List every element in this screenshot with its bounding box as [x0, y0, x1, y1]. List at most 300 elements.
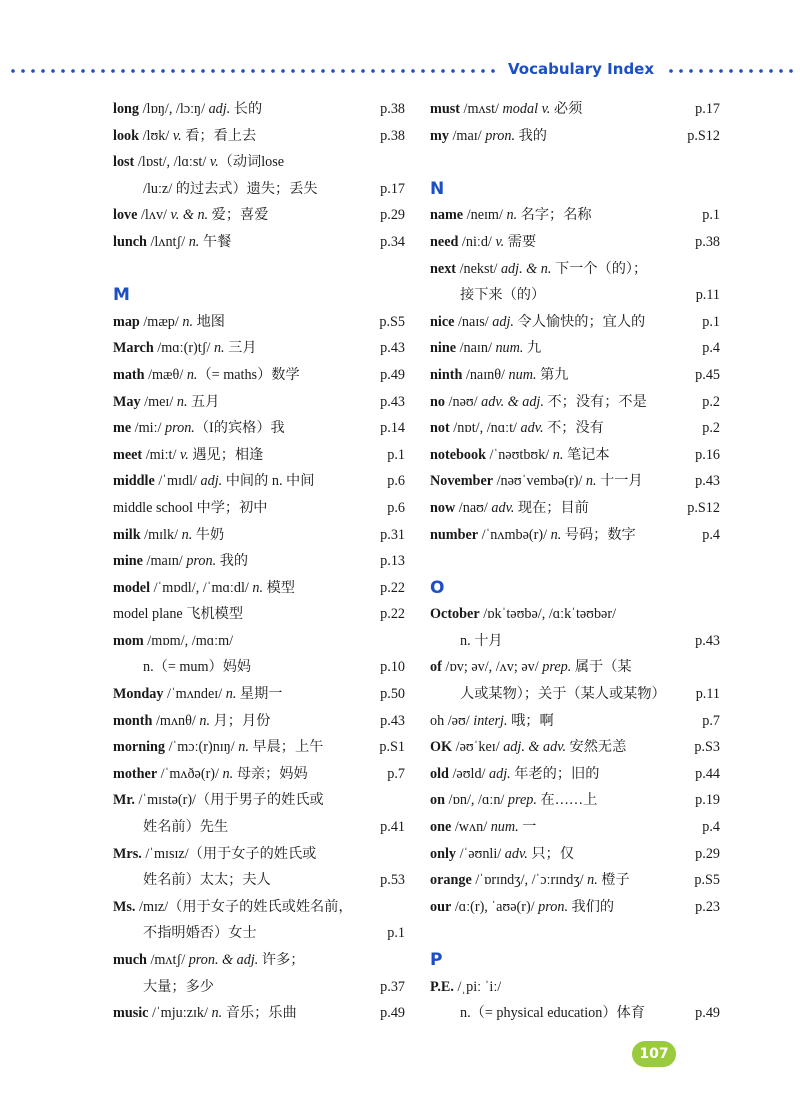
continuation-text: n.（= physical education）体育: [460, 1005, 645, 1022]
entry-line: [113, 761, 405, 788]
continuation-text: 姓名前）先生: [143, 819, 229, 836]
entry-continuation: [113, 814, 405, 841]
pronunciation: /nəʊ/: [444, 393, 482, 410]
entry-line: [113, 522, 405, 549]
continuation-text: 人或某物）；关于（某人或某物）: [460, 686, 666, 703]
pronunciation: /ˈmɔː(r)nɪŋ/: [165, 739, 239, 756]
part-of-speech: pron.: [186, 553, 217, 570]
part-of-speech: n.: [225, 686, 237, 703]
pronunciation: /naɪn/: [456, 340, 496, 357]
pronunciation: /ˈmɪsɪz/（用于女子的姓氏或: [141, 845, 317, 862]
headword: only: [430, 845, 457, 862]
pronunciation: /maɪn/: [142, 553, 187, 570]
definition: 下一个（的）；: [551, 260, 648, 277]
headword: mother: [113, 765, 158, 782]
right-column: [430, 96, 720, 1027]
vocab-entry: [113, 841, 405, 894]
headword: love: [113, 207, 138, 224]
dotted-rule-right: [666, 69, 794, 73]
page-ref: p.4: [702, 340, 720, 357]
page-ref: p.14: [380, 420, 405, 437]
definition: 安然无恙: [566, 739, 627, 756]
pronunciation: /mɪz/（用于女子的姓氏或姓名前，: [135, 898, 353, 915]
definition: 午餐: [199, 233, 232, 250]
headword: need: [430, 233, 459, 250]
page-ref: p.4: [702, 526, 720, 543]
vocab-entry: [430, 495, 720, 522]
page-ref: p.1: [702, 313, 720, 330]
definition: 早晨；上午: [248, 739, 324, 756]
page-ref: p.7: [702, 712, 720, 729]
entry-line: [430, 787, 720, 814]
entry-line: [113, 149, 405, 176]
page-ref: p.43: [695, 473, 720, 490]
part-of-speech: n.: [222, 765, 234, 782]
pronunciation: /meɪ/: [140, 393, 177, 410]
vocab-entry: [430, 841, 720, 868]
page-ref: p.22: [380, 606, 405, 623]
part-of-speech: interj.: [473, 712, 508, 729]
part-of-speech: n.: [550, 526, 562, 543]
entry-line: [430, 974, 720, 1001]
definition: 第九: [536, 366, 569, 383]
pronunciation: /ɒv; əv/, /ʌv; əv/: [441, 659, 543, 676]
dotted-rule-left: [8, 69, 500, 73]
vocab-entry: [113, 761, 405, 788]
vocab-entry: [430, 867, 720, 894]
vocab-entry: [113, 362, 405, 389]
part-of-speech: adv. & adj.: [481, 393, 544, 410]
part-of-speech: adj. & n.: [500, 260, 552, 277]
definition: 笔记本: [563, 446, 610, 463]
definition: 牛奶: [192, 526, 225, 543]
entry-line: [113, 389, 405, 416]
headword: Mrs.: [113, 845, 142, 862]
headword: November: [430, 473, 494, 490]
page-ref: p.43: [695, 632, 720, 649]
definition: 模型: [263, 579, 295, 596]
pronunciation: /ˈəʊnli/: [456, 845, 505, 862]
pronunciation: /ɒkˈtəʊbə/, /ɑːkˈtəʊbər/: [479, 606, 617, 623]
definition: 长的: [230, 101, 263, 117]
page-ref: p.23: [695, 898, 720, 915]
headword: morning: [113, 739, 166, 756]
headword: map: [113, 313, 140, 330]
entry-line: [113, 96, 405, 123]
page-ref: p.2: [702, 420, 720, 437]
vocab-entry: [113, 96, 405, 123]
entry-line: [113, 202, 405, 229]
vocab-entry: [430, 522, 720, 549]
vocab-entry: [113, 229, 405, 256]
page-ref: p.34: [380, 233, 405, 250]
part-of-speech: adj.: [492, 313, 514, 330]
pronunciation: /naɪnθ/: [462, 366, 509, 383]
entry-line: [113, 708, 405, 735]
page-ref: p.6: [387, 499, 405, 516]
vocab-entry: [113, 947, 405, 1000]
pronunciation: /ɑː(r), ˈaʊə(r)/: [451, 898, 539, 915]
part-of-speech: num.: [495, 340, 524, 357]
headword: old: [430, 765, 449, 782]
part-of-speech: v.: [209, 154, 219, 171]
entry-line: [113, 442, 405, 469]
headword: music: [113, 1005, 149, 1022]
continuation-text: 不指明婚否）女士: [143, 925, 257, 942]
headword: Mr.: [113, 792, 135, 809]
page-ref: p.7: [387, 765, 405, 782]
part-of-speech: n.: [199, 712, 211, 729]
definition: 令人愉快的；宜人的: [513, 313, 646, 330]
pronunciation: /neɪm/: [463, 207, 507, 224]
headword: math: [113, 366, 145, 383]
part-of-speech: pron.: [538, 898, 568, 915]
definition: 星期一: [236, 686, 283, 703]
entry-line: [430, 708, 720, 735]
headword: lost: [113, 154, 135, 171]
part-of-speech: n.: [211, 1005, 223, 1022]
definition: 不；没有；不是: [543, 393, 647, 410]
headword: mom: [113, 632, 144, 649]
page-ref: p.49: [380, 366, 405, 383]
entry-line: [430, 309, 720, 336]
pronunciation: /əʊˈkeɪ/: [452, 739, 504, 756]
page-ref: p.S1: [379, 739, 405, 756]
definition: 中间的 n. 中间: [222, 473, 315, 490]
continuation-text: n.（= mum）妈妈: [143, 659, 252, 676]
vocab-entry: [430, 708, 720, 735]
vocab-entry: [113, 734, 405, 761]
headword: month: [113, 712, 153, 729]
part-of-speech: prep.: [542, 659, 572, 676]
part-of-speech: num.: [508, 366, 537, 383]
page-ref: p.43: [380, 712, 405, 729]
headword: lunch: [113, 233, 147, 250]
part-of-speech: v.: [172, 127, 182, 144]
headword: look: [113, 127, 140, 144]
vocab-entry: [430, 787, 720, 814]
entry-line: [113, 548, 405, 575]
headword: nice: [430, 313, 455, 330]
definition: 不；没有: [543, 420, 604, 437]
entry-line: [430, 894, 720, 921]
headword: much: [113, 952, 147, 968]
page-ref: p.1: [702, 207, 720, 224]
part-of-speech: n.: [585, 473, 597, 490]
part-of-speech: adv.: [491, 499, 515, 516]
page-ref: p.13: [380, 553, 405, 570]
entry-line: [430, 229, 720, 256]
entry-line: [113, 575, 405, 602]
definition: （动词lose: [218, 154, 285, 171]
definition: 号码；数字: [561, 526, 636, 543]
section-letter: O: [430, 577, 445, 598]
definition: 地图: [193, 313, 225, 330]
pronunciation: /mæp/: [139, 313, 183, 330]
page-ref: p.11: [695, 686, 720, 703]
page-ref: p.38: [380, 101, 405, 117]
entry-line: [430, 734, 720, 761]
vocab-entry: [113, 708, 405, 735]
pronunciation: /miːt/: [142, 446, 180, 463]
vocab-entry: [430, 894, 720, 921]
headword: me: [113, 420, 132, 437]
vocab-entry: [113, 309, 405, 336]
vocab-entry: [430, 309, 720, 336]
page-ref: p.1: [387, 446, 405, 463]
entry-line: [113, 734, 405, 761]
entry-line: [430, 761, 720, 788]
headword: May: [113, 393, 141, 410]
definition: 现在；目前: [514, 499, 589, 516]
pronunciation: /miː/: [131, 420, 166, 437]
header-title: Vocabulary Index: [508, 60, 655, 78]
vocab-entry: [113, 681, 405, 708]
pronunciation: /mʌnθ/: [152, 712, 200, 729]
vocab-entry: [113, 123, 405, 150]
vocab-entry: [113, 389, 405, 416]
headword: notebook: [430, 446, 486, 463]
entry-line: [430, 654, 720, 681]
page-ref: p.29: [380, 207, 405, 224]
vocab-entry: [430, 761, 720, 788]
section-letter: M: [113, 285, 130, 306]
entry-line: [113, 495, 405, 522]
entry-continuation: [430, 1000, 720, 1027]
entry-line: [113, 628, 405, 655]
definition: 三月: [224, 340, 257, 357]
headword: long: [113, 101, 140, 117]
definition: 看；看上去: [181, 127, 257, 144]
definition: 我的: [216, 553, 249, 570]
headword: meet: [113, 446, 143, 463]
entry-line: [113, 1000, 405, 1027]
headword: March: [113, 340, 154, 357]
entry-line: [430, 601, 720, 628]
headword: orange: [430, 872, 472, 889]
part-of-speech: pron.: [165, 420, 195, 437]
definition: 十一月: [596, 473, 643, 490]
vocab-entry: [430, 654, 720, 707]
section-letter: N: [430, 178, 445, 199]
pronunciation: /ˈmjuːzɪk/: [148, 1005, 212, 1022]
vocab-entry: [113, 548, 405, 575]
headword: Ms.: [113, 898, 136, 915]
page-ref: p.31: [380, 526, 405, 543]
headword: number: [430, 526, 479, 543]
page-ref: p.S3: [694, 739, 720, 756]
pronunciation: model plane 飞机模型: [113, 606, 244, 623]
part-of-speech: prep.: [507, 792, 537, 809]
headword: our: [430, 898, 452, 915]
vocab-entry: [430, 389, 720, 416]
page-ref: p.45: [695, 366, 720, 383]
vocab-entry: [430, 468, 720, 495]
pronunciation: /ˈnəʊtbʊk/: [485, 446, 553, 463]
pronunciation: /ˈmɪdl/: [154, 473, 201, 490]
part-of-speech: n.: [213, 340, 225, 357]
headword: middle: [113, 473, 155, 490]
headword: Monday: [113, 686, 164, 703]
page-ref: p.S12: [687, 127, 720, 144]
vocab-entry: [430, 229, 720, 256]
part-of-speech: adv.: [504, 845, 528, 862]
section-letter: P: [430, 950, 443, 970]
part-of-speech: adj.: [489, 765, 511, 782]
entry-continuation: [113, 974, 405, 1001]
definition: 母亲；妈妈: [233, 765, 308, 782]
pronunciation: /ˈmʌndeɪ/: [163, 686, 226, 703]
page-ref: p.41: [380, 819, 405, 836]
definition: 年老的；旧的: [510, 765, 600, 782]
pronunciation: /lɒst/, /lɑːst/: [134, 154, 210, 171]
pronunciation: /wʌn/: [451, 819, 491, 836]
page-ref: p.1: [387, 925, 405, 942]
page-ref: p.50: [380, 686, 405, 703]
headword: milk: [113, 526, 141, 543]
definition: 名字；名称: [517, 207, 592, 224]
part-of-speech: n.: [506, 207, 518, 224]
pronunciation: /mɑː(r)tʃ/: [153, 340, 214, 357]
pronunciation: middle school 中学；初中: [113, 499, 268, 516]
vocab-entry: [430, 362, 720, 389]
definition: 爱；喜爱: [208, 207, 269, 224]
pronunciation: /nekst/: [456, 260, 501, 277]
entry-line: [430, 123, 720, 150]
entry-continuation: [113, 654, 405, 681]
entry-line: [430, 867, 720, 894]
page-ref: p.11: [695, 287, 720, 304]
headword: no: [430, 393, 445, 410]
headword: on: [430, 792, 445, 809]
page-ref: p.S5: [694, 872, 720, 889]
definition: 橙子: [597, 872, 630, 889]
pronunciation: /lʌv/: [137, 207, 171, 224]
page-ref: p.10: [380, 659, 405, 676]
pronunciation: /əʊld/: [448, 765, 490, 782]
headword: name: [430, 207, 464, 224]
entry-line: [430, 362, 720, 389]
vocab-entry: [113, 495, 405, 522]
part-of-speech: num.: [490, 819, 519, 836]
entry-line: [113, 681, 405, 708]
pronunciation: /mɒm/, /mɑːm/: [143, 632, 234, 649]
page-ref: p.S5: [379, 313, 405, 330]
headword: P.E.: [430, 978, 454, 995]
pronunciation: /ˈmɒdl/, /ˈmɑːdl/: [150, 579, 253, 596]
entry-line: [113, 841, 405, 868]
vocab-entry: [430, 734, 720, 761]
pronunciation: /mɪlk/: [140, 526, 182, 543]
continuation-text: 接下来（的）: [460, 287, 546, 304]
page-ref: p.17: [695, 101, 720, 117]
page-ref: p.49: [695, 1005, 720, 1022]
vocab-entry: [113, 202, 405, 229]
headword: not: [430, 420, 450, 437]
entry-line: [113, 309, 405, 336]
part-of-speech: adj. & adv.: [503, 739, 566, 756]
page-ref: p.19: [695, 792, 720, 809]
entry-line: [113, 468, 405, 495]
vocab-entry: [430, 123, 720, 150]
part-of-speech: v. & n.: [170, 207, 209, 224]
vocab-entry: [430, 415, 720, 442]
page-ref: p.6: [387, 473, 405, 490]
part-of-speech: v.: [179, 446, 189, 463]
page-ref: p.2: [702, 393, 720, 410]
vocab-entry: [113, 601, 405, 628]
headword: OK: [430, 739, 453, 756]
continuation-text: 姓名前）太太；夫人: [143, 872, 271, 889]
pronunciation: /lɒŋ/, /lɔːŋ/: [139, 101, 209, 117]
entry-line: [113, 335, 405, 362]
vocab-entry: [430, 202, 720, 229]
headword: must: [430, 101, 460, 117]
entry-continuation: [113, 176, 405, 203]
headword: my: [430, 127, 449, 144]
continuation-text: 大量；多少: [143, 978, 214, 995]
page-ref: p.38: [695, 233, 720, 250]
vocab-entry: [430, 96, 720, 123]
vocab-entry: [113, 415, 405, 442]
page-ref: p.38: [380, 127, 405, 144]
entry-line: [430, 96, 720, 123]
entry-line: [113, 787, 405, 814]
pronunciation: /niːd/: [458, 233, 496, 250]
entry-line: [113, 229, 405, 256]
headword: next: [430, 260, 457, 277]
vocab-entry: [113, 575, 405, 602]
vocab-entry: [113, 787, 405, 840]
pronunciation: /ˈmɪstə(r)/（用于男子的姓氏或: [134, 792, 324, 809]
pronunciation: /ˌpiː ˈiː/: [453, 978, 502, 995]
part-of-speech: n.: [186, 366, 198, 383]
part-of-speech: adj.: [200, 473, 223, 490]
pronunciation: /ˈnʌmbə(r)/: [478, 526, 551, 543]
pronunciation: oh /əʊ/: [430, 712, 474, 729]
pronunciation: /ˈɒrɪndʒ/, /ˈɔːrɪndʒ/: [471, 872, 588, 889]
page-ref: p.53: [380, 872, 405, 889]
vocab-entry: [430, 974, 720, 1027]
headword: model: [113, 579, 151, 596]
part-of-speech: n.: [552, 446, 564, 463]
left-column: [113, 96, 405, 1027]
definition: 属于（某: [571, 659, 632, 676]
vocab-entry: [113, 468, 405, 495]
entry-continuation: [430, 628, 720, 655]
pronunciation: /mæθ/: [144, 366, 187, 383]
pronunciation: /lʊk/: [139, 127, 173, 144]
entry-line: [430, 202, 720, 229]
entry-line: [113, 601, 405, 628]
entry-line: [430, 468, 720, 495]
definition: 我们的: [568, 898, 615, 915]
entry-line: [430, 522, 720, 549]
entry-continuation: [113, 920, 405, 947]
vocab-entry: [430, 442, 720, 469]
vocab-entry: [113, 522, 405, 549]
vocab-entry: [113, 1000, 405, 1027]
pronunciation: /ɒn/, /ɑːn/: [444, 792, 508, 809]
part-of-speech: modal v.: [502, 101, 551, 117]
definition: 必须: [550, 101, 583, 117]
definition: （= maths）数学: [197, 366, 300, 383]
part-of-speech: n.: [176, 393, 188, 410]
pronunciation: /lʌntʃ/: [146, 233, 189, 250]
part-of-speech: adv.: [520, 420, 544, 437]
vocab-entry: [430, 814, 720, 841]
part-of-speech: pron. & adj.: [188, 952, 259, 968]
